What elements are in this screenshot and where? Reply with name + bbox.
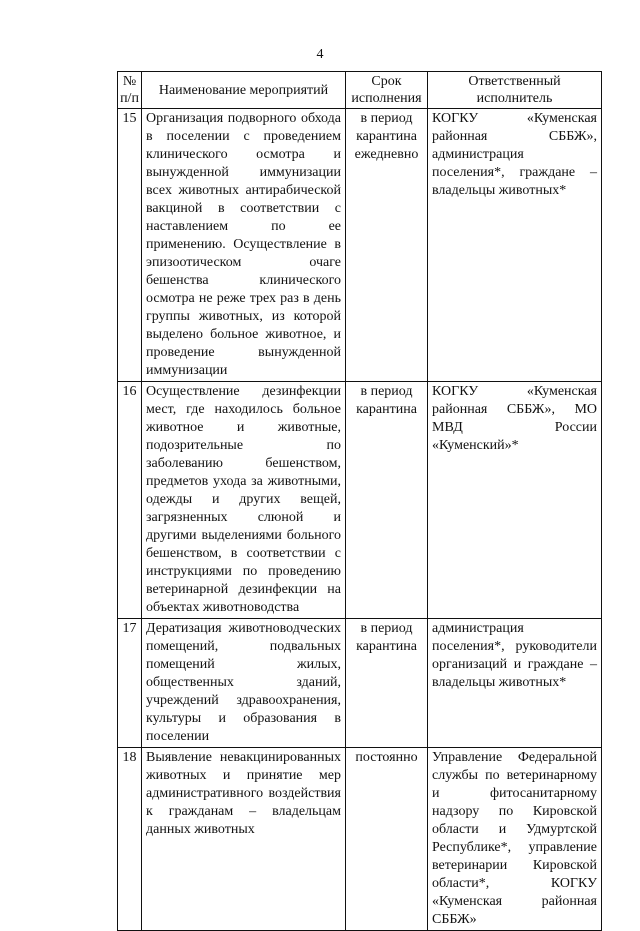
row-num: 16 xyxy=(118,382,142,619)
row-measure: Выявление невакцинированных животных и принятие мер административного воздействия к гражданам – владельцам данных животных xyxy=(142,748,346,931)
row-num: 17 xyxy=(118,619,142,748)
row-term: в период карантина xyxy=(346,619,428,748)
row-measure: Организация подворного обхода в поселении с проведением клинического осмотра и вынужденной иммунизации всех животных антирабической вакциной в соответствии с наставлением по ее применению. Осуществление в эпизоотическом очаге бешенства клинического осмотра не реже трех раз в день группы животных, из которой выделено больное животное, и проведение вынужденной иммунизации xyxy=(142,109,346,382)
row-term: в период карантина xyxy=(346,382,428,619)
header-responsible: Ответственный исполнитель xyxy=(428,72,602,109)
row-term: постоянно xyxy=(346,748,428,931)
table-row xyxy=(118,748,602,931)
page-number: 4 xyxy=(316,47,324,62)
table-row xyxy=(118,109,602,382)
row-responsible: КОГКУ «Куменская районная СББЖ», администрация поселения*, граждане – владельцы животных* xyxy=(428,109,602,382)
row-responsible: Управление Федеральной службы по ветеринарному и фитосанитарному надзору по Кировской области и Удмуртской Республике*, управление ветеринарии Кировской области*, КОГКУ «Куменская районная СББЖ» xyxy=(428,748,602,931)
row-measure: Осуществление дезинфекции мест, где находилось больное животное и животные, подозрительные по заболеванию бешенством, предметов ухода за животными, одежды и других вещей, загрязненных слюной и другими выделениями больного бешенством, в соответствии с инструкциями по проведению ветеринарной дезинфекции на объектах животноводства xyxy=(142,382,346,619)
header-num: № п/п xyxy=(118,72,142,109)
header-term: Срок исполнения xyxy=(346,72,428,109)
table-row xyxy=(118,382,602,619)
table-row xyxy=(118,619,602,748)
header-name: Наименование мероприятий xyxy=(142,72,346,109)
row-term: в период карантина ежедневно xyxy=(346,109,428,382)
row-num: 15 xyxy=(118,109,142,382)
row-measure: Дератизация животноводческих помещений, подвальных помещений жилых, общественных зданий, учреждений здравоохранения, культуры и образования в поселении xyxy=(142,619,346,748)
row-responsible: КОГКУ «Куменская районная СББЖ», МО МВД России «Куменский»* xyxy=(428,382,602,619)
table-header-row xyxy=(118,72,602,109)
measures-table xyxy=(117,71,602,931)
row-responsible: администрация поселения*, руководители организаций и граждане – владельцы животных* xyxy=(428,619,602,748)
row-num: 18 xyxy=(118,748,142,931)
